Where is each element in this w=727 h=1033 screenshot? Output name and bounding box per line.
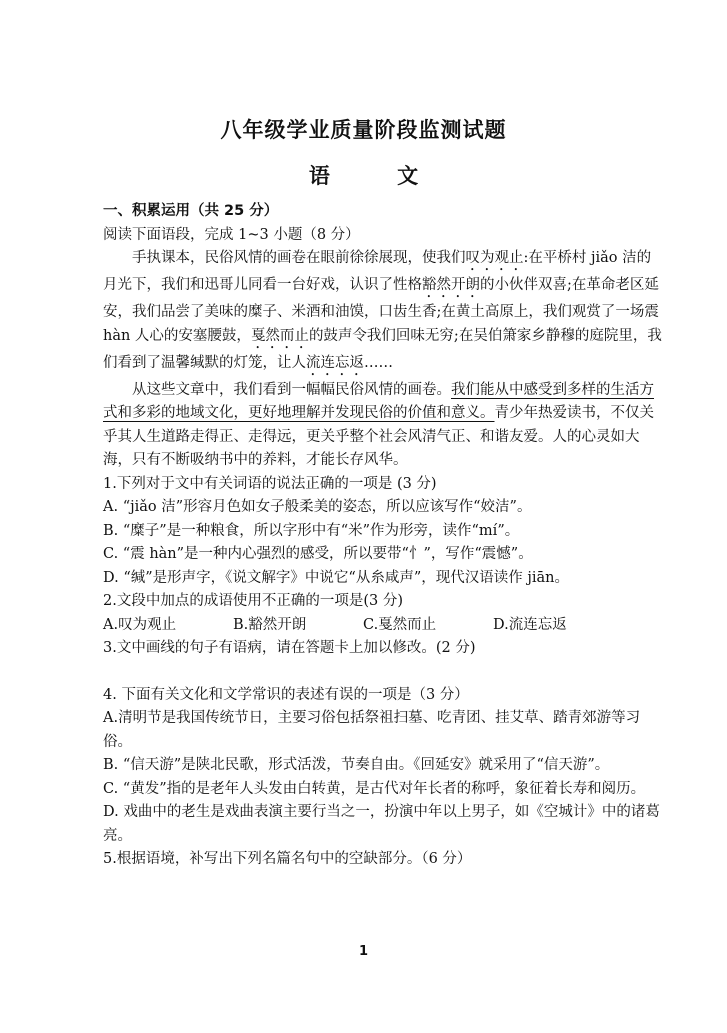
question-2-option-a: A.叹为观止 <box>103 616 177 633</box>
question-1-stem: 1.下列对于文中有关词语的说法正确的一项是 (3 分) <box>103 475 437 492</box>
dotted-idiom: 流连忘返 <box>306 354 364 371</box>
text-run: 手执课本，民俗风情的画卷在眼前徐徐展现，使我们 <box>132 250 466 266</box>
dotted-idiom: 豁然开朗 <box>422 277 480 293</box>
reading-intro: 阅读下面语段，完成 1~3 小题（8 分） <box>103 226 360 243</box>
page-title: 八年级学业质量阶段监测试题 <box>220 118 507 142</box>
question-1-option-d: D. “缄”是形声字，《说文解字》中说它“从糸咸声”，现代汉语读作 jiān。 <box>103 569 569 586</box>
question-5-stem: 5.根据语境，补写出下列名篇名句中的空缺部分。（6 分） <box>103 851 472 867</box>
text-run: :在平桥村 jiǎo 洁的月光下，我们和迅哥儿同看一台好戏，认识了性格 <box>103 250 652 293</box>
passage-paragraph-1 <box>103 247 663 379</box>
text-run: …… <box>364 354 393 371</box>
dotted-idiom: 叹为观止 <box>465 250 524 266</box>
question-2-option-d: D.流连忘返 <box>493 616 567 633</box>
spacer <box>103 661 663 684</box>
question-2-option-b: B.豁然开朗 <box>233 616 307 633</box>
dotted-idiom: 戛然而止 <box>250 327 309 344</box>
text-run: 的鼓声令我们回味无穷;在吴伯箫家乡静穆的庭院里，我们看到了温馨缄默的灯笼，让人 <box>103 327 662 371</box>
question-4-stem: 4. 下面有关文化和文学常识的表述有误的一项是（3 分） <box>103 686 469 703</box>
subject-title: 语 文 <box>308 164 449 188</box>
question-2-option-c: C.戛然而止 <box>363 616 437 633</box>
question-1-option-b: B. “糜子”是一种粮食，所以字形中有“米”作为形旁，读作“mí”。 <box>103 522 520 539</box>
page-number: 1 <box>358 944 369 959</box>
passage-paragraph-2 <box>103 379 663 473</box>
question-2-options <box>103 614 663 638</box>
question-1-option-a: A. “jiǎo 洁”形容月色如女子般柔美的姿态，所以应该写作“姣洁”。 <box>103 499 532 515</box>
section-heading: 一、积累运用（共 25 分） <box>103 203 279 219</box>
question-2-stem: 2.文段中加点的成语使用不正确的一项是(3 分) <box>103 593 403 609</box>
text-run: 青少年热爱读书，不仅关乎其人生道路走得正、走得远，更关乎整个社会风清气正、和谐友爱。人的心灵如大海，只有不断吸纳书中的养料，才能长存风华。 <box>103 405 654 468</box>
question-4-option-b: B. “信天游”是陕北民歌，形式活泼，节奏自由。《回延安》就采用了“信天游”。 <box>103 757 610 773</box>
question-4-option-c: C. “黄发”指的是老年人头发由白转黄，是古代对年长者的称呼，象征着长寿和阅历。 <box>103 780 646 797</box>
underlined-sentence: 我们能从中感受到多样的生活方式和多彩的地域文化，更好地理解并发现民俗的价值和意义。 <box>103 381 654 421</box>
exam-content <box>103 200 663 872</box>
question-4-option-a: A.清明节是我国传统节日，主要习俗包括祭祖扫墓、吃青团、挂艾草、踏青郊游等习俗。 <box>103 710 641 750</box>
text-run: 从这些文章中，我们看到一幅幅民俗风情的画卷。 <box>132 381 451 398</box>
question-1-option-c: C. “震 hàn”是一种内心强烈的感受，所以要带“忄”，写作“震憾”。 <box>103 546 533 562</box>
question-4-option-d: D. 戏曲中的老生是戏曲表演主要行当之一，扮演中年以上男子，如《空城计》中的诸葛亮。 <box>103 804 660 844</box>
text-run: 的小伙伴双喜;在革命老区延安，我们品尝了美味的糜子、米酒和油馍，口齿生香;在黄土高原上，我们观赏了一场震 hàn 人心的安塞腰鼓， <box>103 277 659 344</box>
question-3: 3.文中画线的句子有语病，请在答题卡上加以修改。(2 分) <box>103 640 476 656</box>
